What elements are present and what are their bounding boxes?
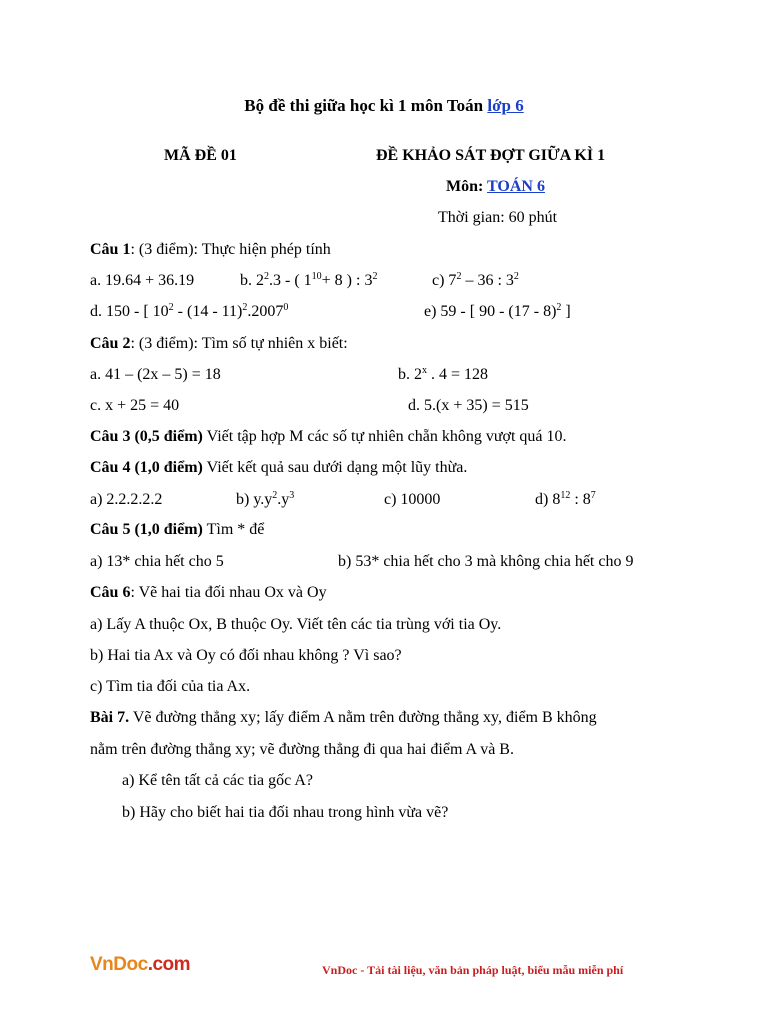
q7-line1 xyxy=(90,708,597,728)
q2-heading xyxy=(90,334,348,354)
q1-heading xyxy=(90,240,331,260)
q5-b: b) 53* chia hết cho 3 mà không chia hết cho 9 xyxy=(338,553,634,570)
exam-name: ĐỀ KHẢO SÁT ĐỢT GIỮA KÌ 1 xyxy=(376,147,606,164)
q7-b: b) Hãy cho biết hai tia đối nhau trong hình vừa vẽ? xyxy=(122,804,449,821)
q1-d-mid: - (14 - 11) xyxy=(173,303,243,320)
q2-label: Câu 2 xyxy=(90,335,131,352)
q2-b-base: b. 2 xyxy=(398,366,422,383)
q1-d-mid2: .2007 xyxy=(247,303,284,320)
q6-label: Câu 6 xyxy=(90,584,131,601)
logo-part1: VnDoc xyxy=(90,954,148,975)
q7-text1: Vẽ đường thẳng xy; lấy điểm A nằm trên đường thẳng xy, điểm B không xyxy=(129,709,597,726)
q7-a: a) Kể tên tất cả các tia gốc A? xyxy=(122,772,313,789)
q4-d-exp2: 7 xyxy=(590,490,596,501)
q1-c xyxy=(432,271,519,291)
footer-text: VnDoc - Tải tài liệu, văn bản pháp luật, biểu mẫu miễn phí xyxy=(322,963,624,977)
q1-c-exp2: 2 xyxy=(513,271,519,282)
q1-label: Câu 1 xyxy=(90,241,131,258)
q4-d-exp1: 12 xyxy=(560,490,571,501)
q1-c-mid: – 36 : 3 xyxy=(461,272,514,289)
q7-label: Bài 7. xyxy=(90,709,130,726)
q3-label: Câu 3 (0,5 điểm) xyxy=(90,428,203,445)
title-text: Bộ đề thi giữa học kì 1 môn Toán xyxy=(244,96,484,115)
q6-c: c) Tìm tia đối của tia Ax. xyxy=(90,678,251,695)
q1-c-exp1: 2 xyxy=(456,271,462,282)
q1-b-exp3: 2 xyxy=(372,271,378,282)
q1-e-base: e) 59 - [ 90 - (17 - 8) xyxy=(424,303,557,320)
q1-e xyxy=(424,302,571,322)
q4-a: a) 2.2.2.2.2 xyxy=(90,491,163,508)
q4-heading xyxy=(90,458,467,478)
q2-b xyxy=(398,365,488,385)
q5-desc: Tìm * để xyxy=(202,521,265,538)
q1-d-exp2: 2 xyxy=(242,302,248,313)
q1-b-exp1: 2 xyxy=(264,271,269,282)
q4-b xyxy=(236,490,294,510)
q3-line xyxy=(90,427,567,447)
page-title xyxy=(0,96,768,116)
q2-b-post: . 4 = 128 xyxy=(427,366,489,383)
q6-a: a) Lấy A thuộc Ox, B thuộc Oy. Viết tên các tia trùng với tia Oy. xyxy=(90,616,502,633)
q1-d xyxy=(90,302,288,322)
q1-d-exp3: 0 xyxy=(283,302,289,313)
q5-label: Câu 5 (1,0 điểm) xyxy=(90,521,203,538)
q1-b-base: b. 2 xyxy=(240,272,264,289)
subject-label: Môn: xyxy=(446,178,484,195)
q5-heading xyxy=(90,520,264,540)
q2-d: d. 5.(x + 35) = 515 xyxy=(408,397,529,414)
exam-time: Thời gian: 60 phút xyxy=(438,209,558,226)
vndoc-logo[interactable] xyxy=(90,955,190,975)
q1-b-mid2: + 8 ) : 3 xyxy=(321,272,373,289)
q1-e-exp1: 2 xyxy=(556,302,562,313)
subject-line xyxy=(446,177,545,197)
subject-link[interactable]: TOÁN 6 xyxy=(487,178,545,195)
q2-a: a. 41 – (2x – 5) = 18 xyxy=(90,366,221,383)
q5-a: a) 13* chia hết cho 5 xyxy=(90,553,224,570)
q4-b-exp1: 2 xyxy=(272,490,278,501)
q1-a: a. 19.64 + 36.19 xyxy=(90,272,195,289)
q4-d-mid: : 8 xyxy=(570,491,591,508)
q4-b-mid: .y xyxy=(277,491,290,508)
q4-c: c) 10000 xyxy=(384,491,441,508)
q1-desc: : (3 điểm): Thực hiện phép tính xyxy=(130,241,331,258)
q6-desc: : Vẽ hai tia đối nhau Ox và Oy xyxy=(130,584,327,601)
q4-b-exp2: 3 xyxy=(289,490,295,501)
exam-code: MÃ ĐỀ 01 xyxy=(164,147,237,164)
q4-desc: Viết kết quả sau dưới dạng một lũy thừa. xyxy=(202,459,468,476)
q7-line2: nằm trên đường thẳng xy; vẽ đường thẳng đi qua hai điểm A và B. xyxy=(90,741,514,758)
q1-c-base: c) 7 xyxy=(432,272,457,289)
q1-e-post: ] xyxy=(561,303,571,320)
q1-d-base: d. 150 - [ 10 xyxy=(90,303,169,320)
q1-d-exp1: 2 xyxy=(168,302,174,313)
q4-d-base: d) 8 xyxy=(535,491,561,508)
q2-desc: : (3 điểm): Tìm số tự nhiên x biết: xyxy=(130,335,348,352)
q4-d xyxy=(535,490,596,510)
q6-heading xyxy=(90,583,327,603)
grade-link[interactable]: lớp 6 xyxy=(487,96,524,115)
logo-part2: .com xyxy=(147,954,191,975)
q2-c: c. x + 25 = 40 xyxy=(90,397,180,414)
q1-b-mid: .3 - ( 1 xyxy=(269,272,312,289)
q4-label: Câu 4 (1,0 điểm) xyxy=(90,459,203,476)
q1-b xyxy=(240,271,377,291)
q3-desc: Viết tập hợp M các số tự nhiên chẵn không vượt quá 10. xyxy=(202,428,567,445)
q6-b: b) Hai tia Ax và Oy có đối nhau không ? Vì sao? xyxy=(90,647,402,664)
q1-b-exp2: 10 xyxy=(311,271,322,282)
q2-b-exp1: x xyxy=(422,365,427,376)
q4-b-base: b) y.y xyxy=(236,491,273,508)
